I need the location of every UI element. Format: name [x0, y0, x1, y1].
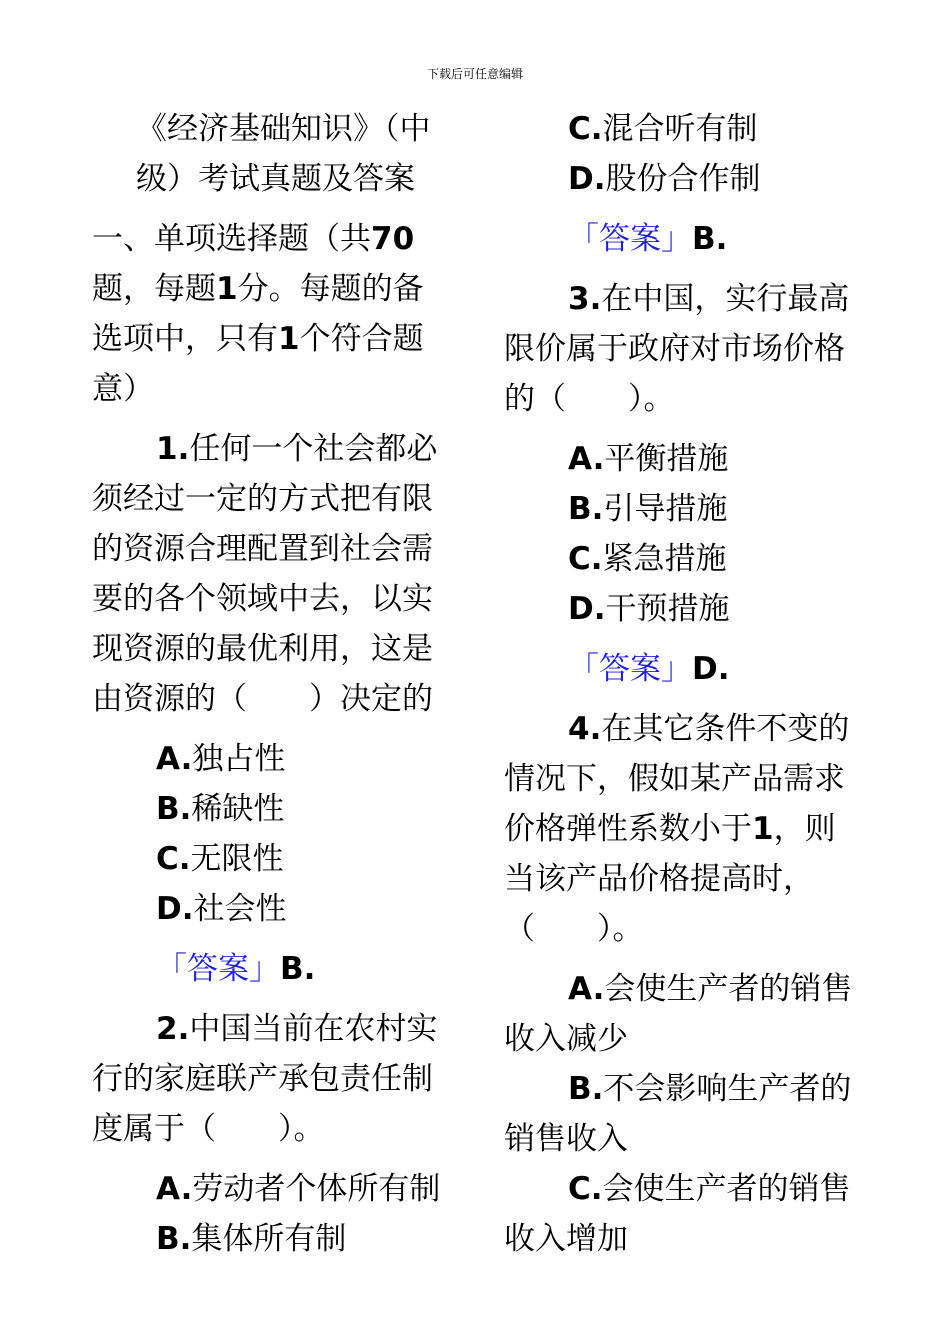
option-letter: C.: [156, 841, 191, 877]
question-2-option-c: [504, 104, 864, 154]
question-2-answer: [504, 214, 864, 264]
option-letter: A.: [156, 1171, 193, 1207]
question-3-option-a: [504, 434, 864, 484]
option-letter: B.: [568, 491, 604, 527]
section-text-a: 一、单项选择题（共: [92, 221, 371, 257]
section-text-d: 个符合题意）: [92, 321, 424, 407]
question-3-number: 3.: [568, 281, 602, 317]
answer-value: B.: [692, 221, 728, 257]
section-question-count: 70: [371, 221, 415, 257]
question-2-option-d: [504, 154, 864, 204]
option-text: 稀缺性: [191, 791, 285, 827]
page-header-note: 下载后可任意编辑: [426, 67, 523, 81]
question-1: [92, 424, 452, 724]
option-letter: D.: [568, 591, 606, 627]
option-letter: C.: [568, 541, 603, 577]
option-text: 会使生产者的销售收入增加: [504, 1171, 851, 1257]
question-1-option-d: [92, 884, 452, 934]
option-text: 社会性: [193, 891, 287, 927]
title-line-1: 《经济基础知识》（中: [136, 111, 431, 147]
option-letter: A.: [568, 441, 605, 477]
option-text: 平衡措施: [604, 441, 729, 477]
question-1-option-a: [92, 734, 452, 784]
question-3: [504, 274, 864, 424]
question-1-answer: [92, 944, 452, 994]
option-letter: A.: [568, 971, 605, 1007]
answer-value: B.: [280, 951, 316, 987]
answer-label: 「答案」: [568, 221, 692, 257]
section-text-c: 分。每题的备选项中，只有: [92, 271, 424, 357]
section-text-b: 题，每题: [92, 271, 216, 307]
question-4-option-b: [504, 1064, 864, 1164]
document-title: [92, 104, 452, 154]
question-4-threshold: 1: [752, 811, 774, 847]
option-letter: C.: [568, 111, 603, 147]
option-text: 混合听有制: [602, 111, 758, 147]
option-letter: B.: [156, 1221, 192, 1257]
question-3-option-c: [504, 534, 864, 584]
option-text: 独占性: [192, 741, 286, 777]
question-4: [504, 704, 864, 954]
option-text: 会使生产者的销售收入减少: [504, 971, 853, 1057]
section-heading: [92, 214, 452, 414]
question-3-answer: [504, 644, 864, 694]
option-text: 引导措施: [603, 491, 728, 527]
answer-label: 「答案」: [156, 951, 280, 987]
option-letter: C.: [568, 1171, 603, 1207]
question-3-text: 在中国，实行最高限价属于政府对市场价格的（ ）。: [504, 281, 850, 417]
answer-label: 「答案」: [568, 651, 692, 687]
section-points: 1: [216, 271, 238, 307]
question-1-text: 任何一个社会都必须经过一定的方式把有限的资源合理配置到社会需要的各个领域中去，以实现资源的最优利用，这是由资源的（ ）决定的: [92, 431, 438, 717]
question-4-text-a: 在其它条件不变的情况下，假如某产品需求价格弹性系数小于: [504, 711, 850, 847]
option-letter: A.: [156, 741, 193, 777]
question-4-number: 4.: [568, 711, 602, 747]
question-2-option-b: [92, 1214, 452, 1264]
question-3-option-b: [504, 484, 864, 534]
option-letter: D.: [156, 891, 194, 927]
question-1-number: 1.: [156, 431, 190, 467]
option-letter: B.: [568, 1071, 604, 1107]
option-text: 紧急措施: [602, 541, 727, 577]
option-text: 股份合作制: [605, 161, 761, 197]
option-text: 集体所有制: [191, 1221, 347, 1257]
answer-value: D.: [692, 651, 730, 687]
section-correct-count: 1: [278, 321, 300, 357]
left-column: [92, 104, 452, 1264]
question-1-option-c: [92, 834, 452, 884]
document-title-line-2: 级）考试真题及答案: [136, 161, 415, 197]
option-letter: D.: [568, 161, 606, 197]
right-column: [504, 104, 864, 1264]
option-letter: B.: [156, 791, 192, 827]
question-2-option-a: [92, 1164, 452, 1214]
question-2: [92, 1004, 452, 1154]
option-text: 干预措施: [605, 591, 730, 627]
question-3-option-d: [504, 584, 864, 634]
option-text: 无限性: [190, 841, 284, 877]
question-2-text: 中国当前在农村实行的家庭联产承包责任制度属于（ ）。: [92, 1011, 438, 1147]
option-text: 劳动者个体所有制: [192, 1171, 441, 1207]
question-1-option-b: [92, 784, 452, 834]
question-4-option-c: [504, 1164, 864, 1264]
question-4-text-b: ，则当该产品价格提高时，（ ）。: [504, 811, 836, 947]
question-4-option-a: [504, 964, 864, 1064]
option-text: 不会影响生产者的销售收入: [504, 1071, 852, 1157]
question-2-number: 2.: [156, 1011, 190, 1047]
